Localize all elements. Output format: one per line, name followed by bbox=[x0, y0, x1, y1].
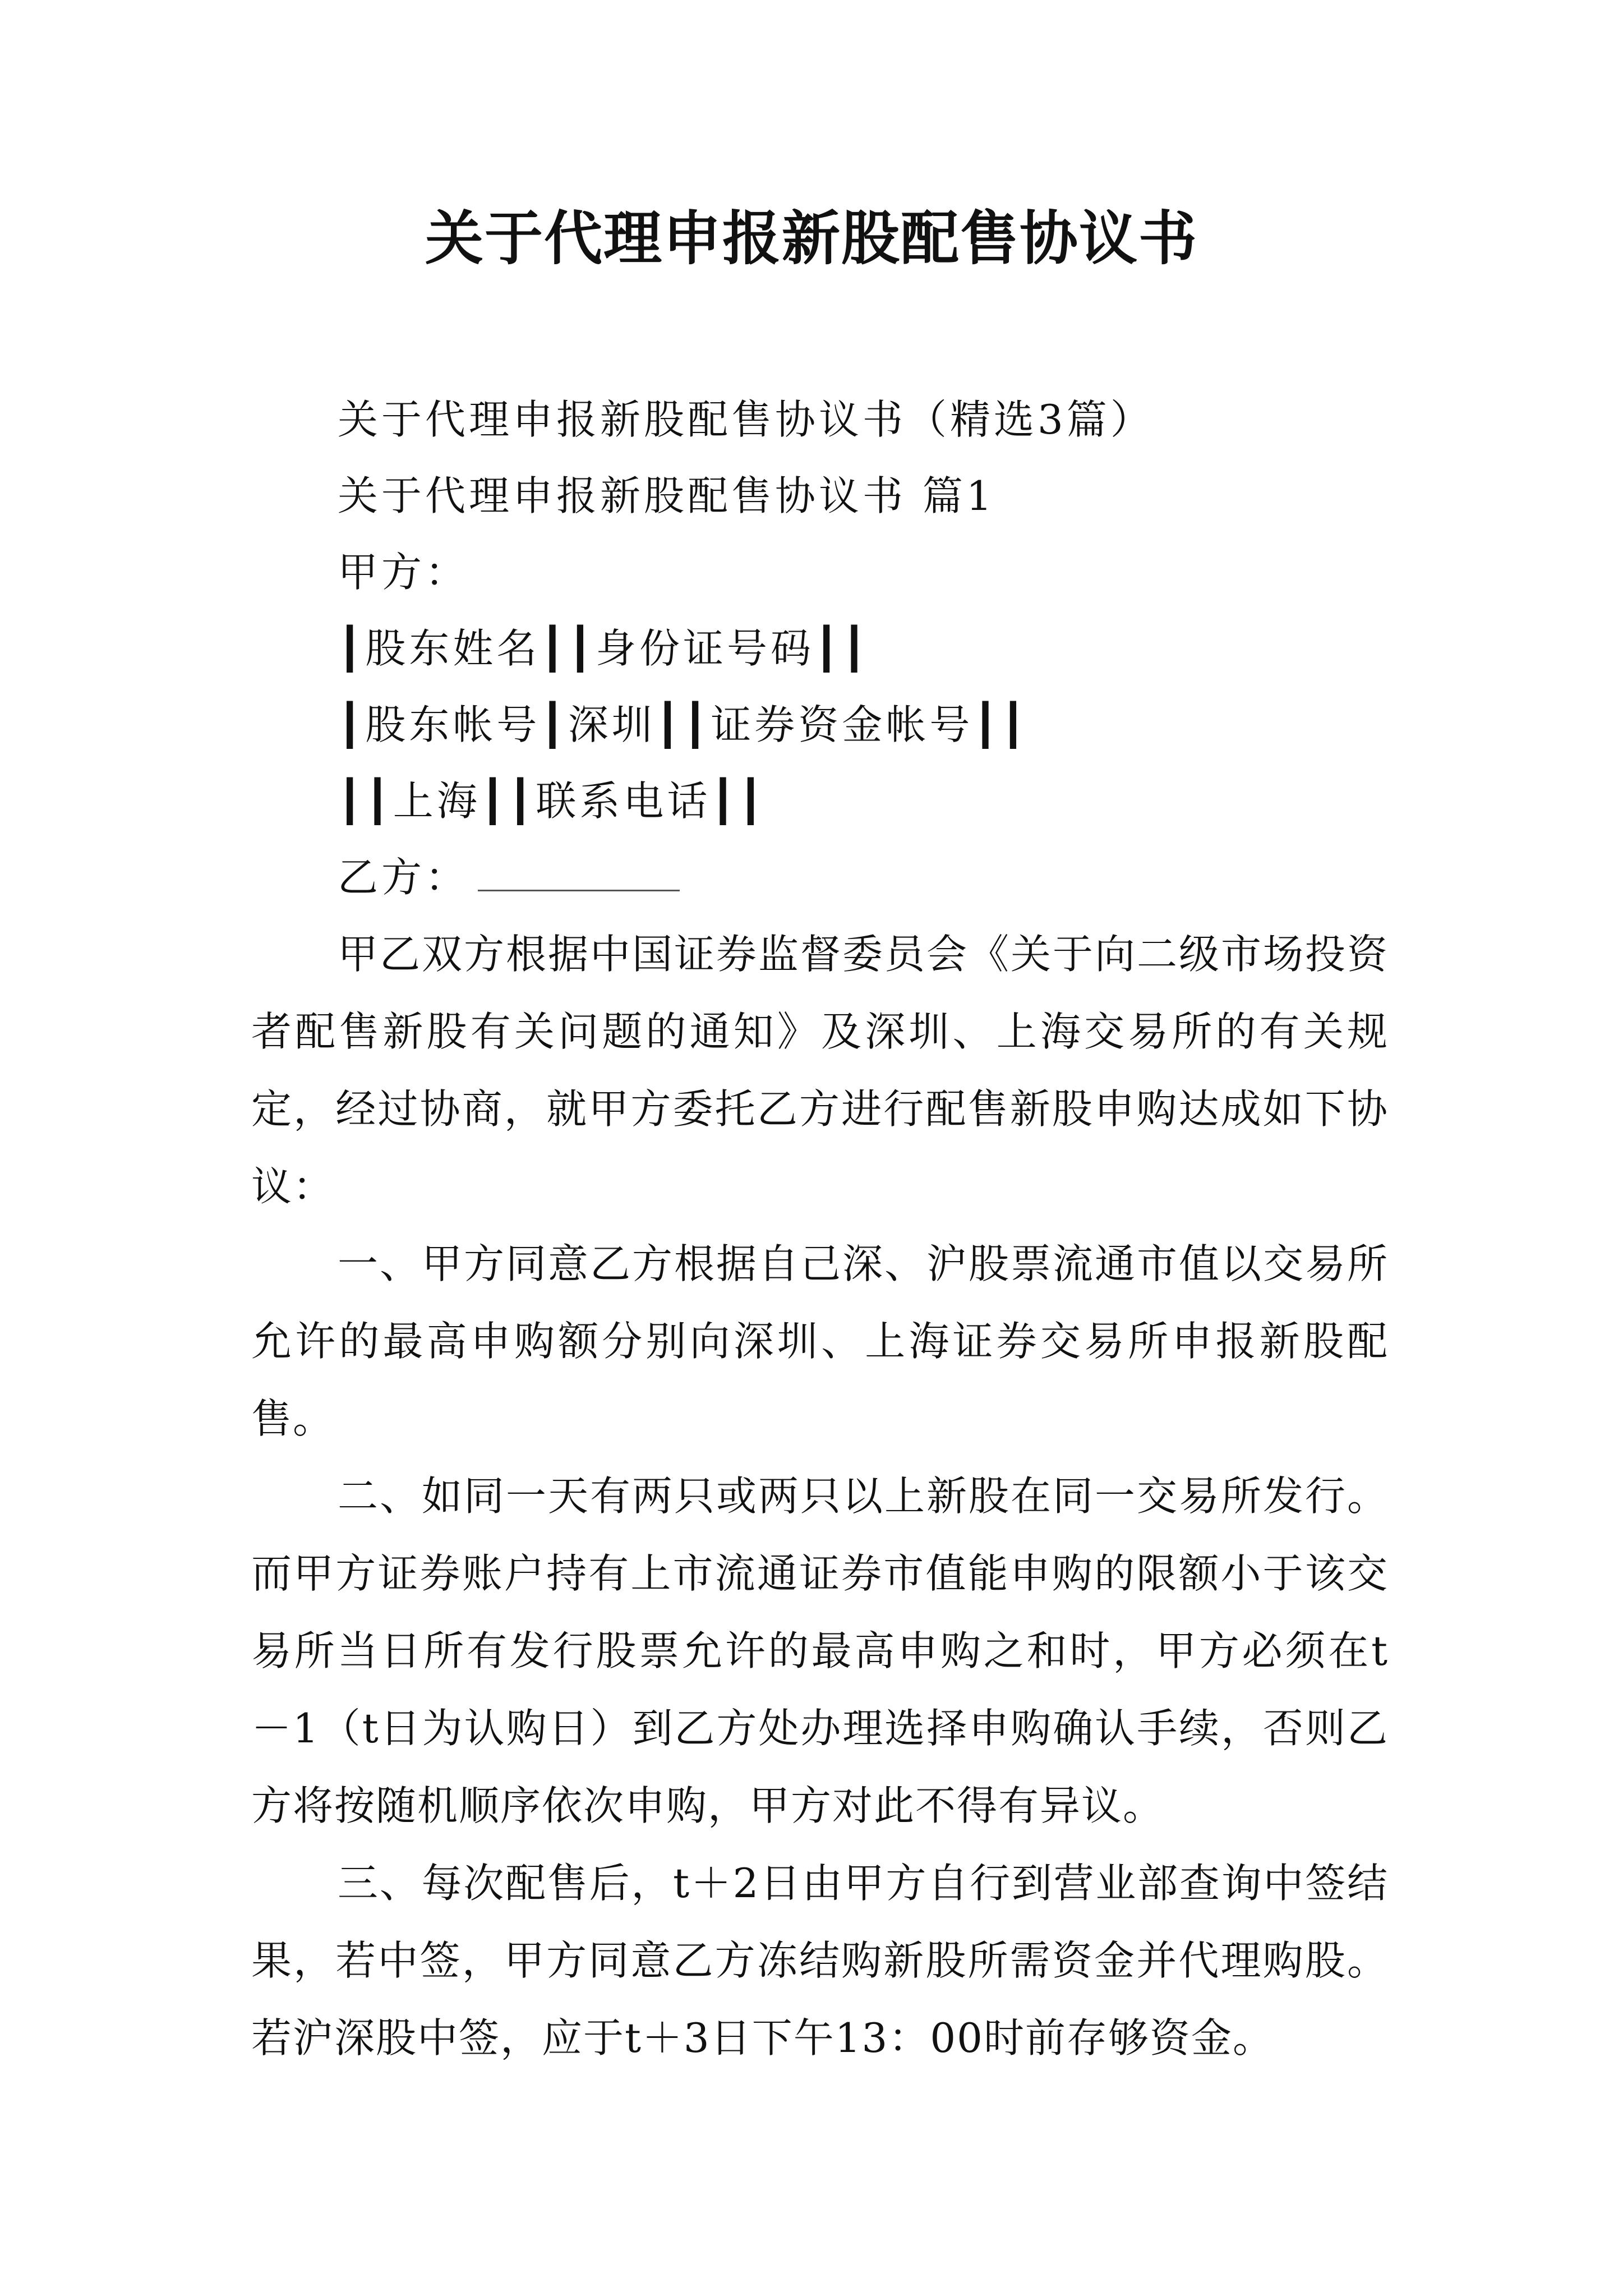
document-body bbox=[251, 381, 1389, 2077]
paragraph-intro: 甲乙双方根据中国证券监督委员会《关于向二级市场投资者配售新股有关问题的通知》及深圳、上海交易所的有关规定，经过协商，就甲方委托乙方进行配售新股申购达成如下协议： bbox=[251, 931, 1389, 1210]
section-heading: 关于代理申报新股配售协议书 篇1 bbox=[338, 472, 995, 519]
party-a-label: 甲方： bbox=[338, 549, 469, 596]
paragraph-clause-3: 三、每次配售后，t＋2日由甲方自行到营业部查询中签结果，若中签，甲方同意乙方冻结购新股所需资金并代理购股。若沪深股中签，应于t＋3日下午13：00时前存够资金。 bbox=[251, 1860, 1389, 2062]
paragraph-clause-1: 一、甲方同意乙方根据自己深、沪股票流通市值以交易所允许的最高申购额分别向深圳、上海证券交易所申报新股配售。 bbox=[251, 1240, 1389, 1442]
party-b-line bbox=[251, 839, 1389, 915]
subtitle-line: 关于代理申报新股配售协议书（精选3篇） bbox=[338, 396, 1154, 443]
table-row-shareholder-account: ┃股东帐号┃深圳┃┃证券资金帐号┃┃ bbox=[338, 701, 1029, 748]
party-b-blank bbox=[478, 850, 680, 891]
table-row-shareholder-name: ┃股东姓名┃┃身份证号码┃┃ bbox=[338, 625, 870, 672]
paragraph-clause-2: 二、如同一天有两只或两只以上新股在同一交易所发行。而甲方证券账户持有上市流通证券市值能申购的限额小于该交易所当日所有发行股票允许的最高申购之和时，甲方必须在t－1（t日为认购日）到乙方处办理选择申购确认手续，否则乙方将按随机顺序依次申购，甲方对此不得有异议。 bbox=[251, 1473, 1389, 1829]
document-title: 关于代理申报新股配售协议书 bbox=[425, 204, 1198, 273]
party-b-label: 乙方： bbox=[338, 854, 469, 901]
table-row-contact: ┃┃上海┃┃联系电话┃┃ bbox=[338, 777, 767, 825]
